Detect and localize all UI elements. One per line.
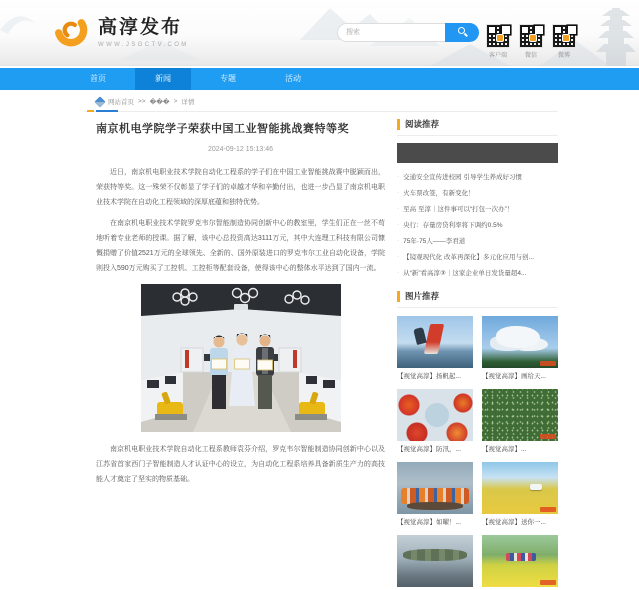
sidebar-banner[interactable] (397, 143, 558, 163)
pagoda-watermark (596, 8, 636, 66)
breadcrumb-separator: > (173, 98, 178, 105)
thumbnail-caption[interactable]: 【视觉高淳】如曜！... (397, 519, 461, 526)
qr-wechat (519, 24, 543, 59)
site-title: 高淳发布 (98, 17, 183, 38)
thumbnail-flood-control[interactable] (397, 389, 473, 441)
search-bar (337, 23, 479, 42)
photo-recommend-header (397, 290, 558, 308)
logo-swirl-icon (52, 10, 90, 50)
bullet-icon: · (397, 252, 400, 260)
site-logo[interactable] (52, 10, 189, 50)
article-photo (141, 284, 341, 432)
read-item[interactable]: · 交通安全宣传进校园 引导学生养成好习惯 (397, 172, 522, 181)
breadcrumb-section[interactable]: ��� (149, 98, 170, 106)
breadcrumb-current: 详情 (181, 99, 195, 106)
article (85, 112, 385, 590)
accent-bar (397, 119, 400, 130)
thumbnail-caption[interactable]: 【视觉高淳】画给天... (482, 373, 546, 380)
bullet-icon: · (397, 220, 400, 228)
thumbnail-clouds[interactable] (482, 316, 558, 368)
bullet-icon: · (397, 172, 400, 180)
thumbnail-flower-field[interactable] (482, 462, 558, 514)
accent-bar (397, 291, 400, 302)
thumbnail-dragon-boats[interactable] (397, 462, 473, 514)
photo-recommend-title: 图片推荐 (405, 291, 440, 301)
thumbnail-sailing[interactable] (397, 316, 473, 368)
article-paragraph: 南京机电职业技术学院自动化工程系教师袁芬介绍，罗克韦尔智能制造协同创新中心以及江苏省首家西门子智能制造人才认证中心的设立，为自动化工程系培养具备新质生产力的高技能人才奠定了坚实的物质基础。 (96, 446, 385, 483)
read-recommend-list (397, 168, 558, 280)
read-item[interactable]: · 从“新”看高淳③｜这家企业单日发货量超4... (397, 268, 527, 277)
site-url: WWW.JSGCTV.COM (98, 42, 189, 48)
qr-app (486, 24, 510, 59)
breadcrumb-separator: >> (138, 98, 146, 105)
bullet-icon: · (397, 236, 400, 244)
photo-item[interactable] (482, 535, 558, 590)
thumbnail-caption[interactable]: 【视觉高淳】... (482, 446, 527, 453)
photo-item[interactable] (482, 462, 558, 526)
breadcrumb (85, 90, 558, 112)
main-nav (0, 68, 639, 90)
thumbnail-rapeseed-field[interactable] (482, 535, 558, 587)
home-icon (94, 96, 105, 107)
thumbnail-green-field[interactable] (482, 389, 558, 441)
qr-weibo (552, 24, 576, 59)
photo-item[interactable] (482, 389, 558, 453)
breadcrumb-home[interactable]: 网站首页 (108, 99, 134, 106)
read-item[interactable]: · 火车票改签，有新变化！ (397, 188, 475, 197)
read-item[interactable]: · 央行：存量房贷利率将下调约0.5% (397, 220, 503, 229)
photo-item[interactable] (482, 316, 558, 380)
photo-grid (397, 316, 558, 590)
qr-weibo-label: 微博 (557, 53, 570, 59)
search-button[interactable] (445, 23, 479, 42)
nav-item-news[interactable]: 新闻 (135, 68, 191, 90)
read-recommend-section (397, 118, 558, 280)
search-input[interactable] (337, 23, 445, 42)
bullet-icon: · (397, 188, 400, 196)
nav-item-home[interactable]: 首页 (90, 74, 106, 83)
bullet-icon: · (397, 268, 400, 276)
qr-app-label: 客户端 (488, 53, 507, 59)
search-icon (458, 27, 465, 34)
photo-item[interactable] (397, 462, 473, 526)
nav-item-topics[interactable]: 专题 (220, 74, 236, 83)
read-recommend-header (397, 118, 558, 136)
article-date: 2024-09-12 15:13:46 (208, 146, 273, 153)
qr-code-group (486, 24, 576, 59)
photo-item[interactable] (397, 535, 473, 590)
photo-recommend-section (397, 290, 558, 590)
nav-item-activities[interactable]: 活动 (285, 74, 301, 83)
thumbnail-caption[interactable]: 【视觉高淳】防汛，... (397, 446, 461, 453)
site-header (0, 0, 639, 66)
article-title: 南京机电学院学子荣获中国工业智能挑战赛特等奖 (96, 123, 349, 135)
thumbnail-caption[interactable]: 【视觉高淳】扬帆起... (397, 373, 461, 380)
sidebar (397, 112, 558, 590)
read-item[interactable]: · 【镜观现代化 改革再深化】多元化应用与创... (397, 252, 534, 261)
thumbnail-caption[interactable]: 【视觉高淳】送你一... (482, 519, 546, 526)
photo-item[interactable] (397, 316, 473, 380)
read-item[interactable]: · 至高 至淳｜这件事可以“打包一次办”！ (397, 204, 514, 213)
thumbnail-street[interactable] (397, 535, 473, 587)
article-paragraph: 近日，南京机电职业技术学院自动化工程系的学子们在中国工业智能挑战赛中脱颖而出，荣获特等奖。这一殊荣不仅彰显了学子们的卓越才华和辛勤付出，也进一步凸显了南京机电职业技术学院在自动化工程领域的深厚底蕴和独特优势。 (96, 169, 385, 206)
bullet-icon: · (397, 204, 400, 212)
read-recommend-title: 阅读推荐 (405, 119, 440, 129)
qr-code-icon (486, 24, 510, 48)
photo-item[interactable] (397, 389, 473, 453)
students-figures (210, 334, 274, 410)
qr-wechat-label: 微信 (524, 53, 537, 59)
read-item[interactable]: · 75年·75人——李君道 (397, 236, 466, 245)
article-paragraph: 在南京机电职业技术学院罗克韦尔智能制造协同创新中心的教室里，学生们正在一丝不苟地听着专业老师的授课。据了解，该中心总投资高达3111万元，其中大连理工科技有限公司慷慨捐赠了价值2521万元的全球领先、全新的、国外原装进口的罗克韦尔工业自动化设备，学院则投入590万元购买了工控机、工控柜等配套设备，使得该中心的整体水平达到了国内一流。 (96, 220, 385, 272)
qr-code-icon (552, 24, 576, 48)
qr-code-icon (519, 24, 543, 48)
